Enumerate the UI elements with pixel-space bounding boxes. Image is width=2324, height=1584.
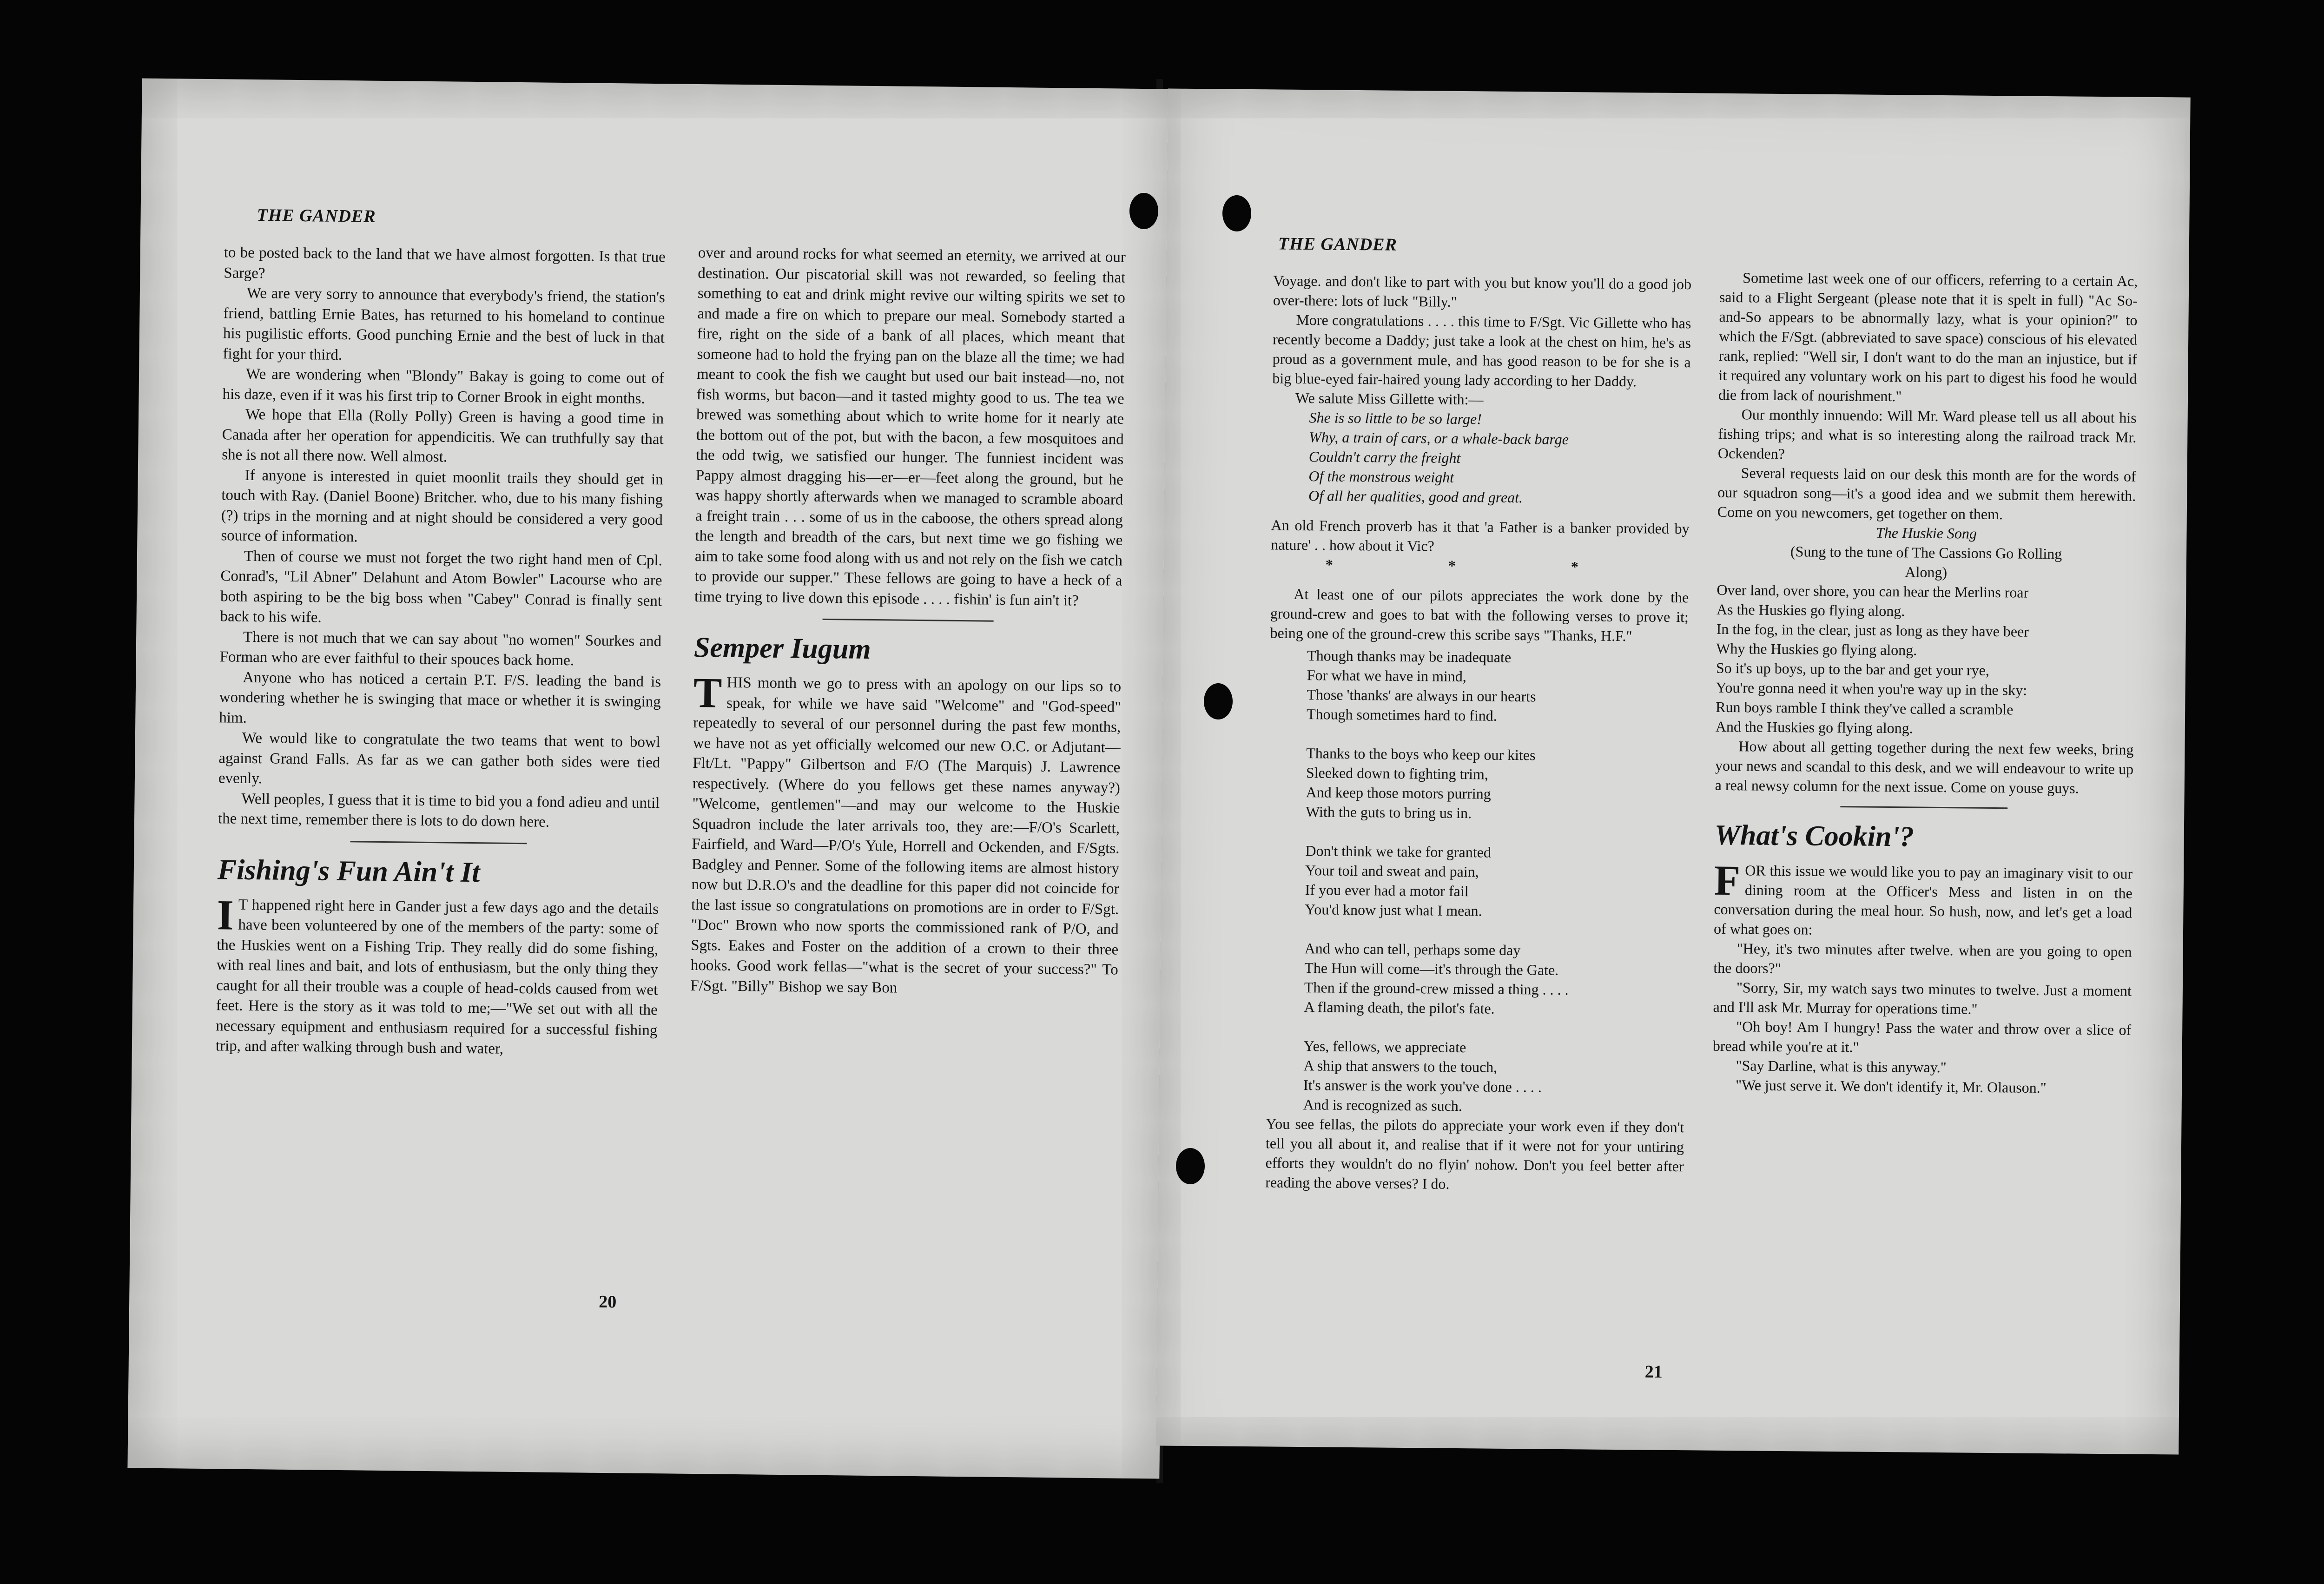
paragraph: If anyone is interested in quiet moonlit trails they should get in touch with Ray. (Daniel Boone) Britcher. who, due to his many fishing (?) trips in the morning and at night should be considered a very good source of information.	[221, 467, 663, 546]
paragraph: to be posted back to the land that we have almost forgotten. Is that true Sarge?	[224, 244, 666, 282]
article-body-fishing-continued: over and around rocks for what seemed an eternity, we arrived at our destination. Our piscatorial skill was not rewarded, so feeling that something to eat and drink might revive our wilting spirits we set to and made a fire on which to prepare our meal. Somebody started a fire, right on the side of a bank of all places, which meant that someone had to hold the frying pan on the blaze all the time; we had meant to cook the fish we caught but used our bait instead—no, not fish worms, but bacon—and it tasted mighty good to us. The tea we brewed was something about which to write home for it nearly ate the bottom out of the pot, but with the bacon, a few mosquitoes and the odd twig, we satisfied our hunger. The funniest incident was Pappy almost dragging his—er—er—feet along the ground, but he was happy shortly afterwards when we managed to scramble aboard a freight train . . . some of us in the caboose, the others spread along the length and breadth of the cars, but next time we go fishing we aim to take some food along with us and not rely on the fish we catch to provide our supper." These fellows are going to have a heck of a time trying to live down this episode . . . . fishin' is fun ain't it?	[694, 244, 1126, 609]
section-divider	[1840, 806, 2007, 809]
paragraph: We are wondering when "Blondy" Bakay is going to come out of his daze, even if it was his first trip to Corner Brook in eight months.	[222, 365, 665, 407]
poem-line: Your toil and sweat and pain,	[1305, 862, 1479, 880]
article-body-fishing: T happened right here in Gander just a few days ago and the details have been volunteered by one of the members of the party: some of the Huskies went on a Fishing Trip. They really did do some fishing, with real lines and bait, and lots of enthusiasm, but the only thing they caught for all their trouble was a couple of head-colds caused from wet feet. Here is the story as it was told to me;—"We set out with all the necessary equipment and enthusiasm required for a successful fishing trip, and after walking through bush and water,	[215, 896, 659, 1057]
song-line: So it's up boys, up to the bar and get your rye,	[1716, 659, 1989, 679]
poem-line: And who can tell, perhaps some day	[1304, 940, 1521, 959]
drop-cap: T	[693, 668, 722, 717]
section-divider	[350, 841, 527, 844]
salute-line: We salute Miss Gillette with:—	[1295, 389, 1484, 408]
paragraph: An old French proverb has it that 'a Father is a banker provided by nature' . . how about it Vic?	[1271, 516, 1690, 554]
dialog-line: "Say Darline, what is this anyway."	[1736, 1057, 1947, 1076]
dialog-line: "Sorry, Sir, my watch says two minutes to twelve. Just a moment and I'll ask Mr. Murray for operations time."	[1713, 979, 2132, 1017]
poem-line: Thanks to the boys who keep our kites	[1306, 745, 1536, 764]
verse-line: Of all her qualities, good and great.	[1308, 487, 1523, 506]
punch-hole	[1129, 193, 1158, 229]
poem-line: And is recognized as such.	[1303, 1096, 1462, 1115]
page-number: 21	[1644, 1362, 1663, 1382]
poem-line: Though sometimes hard to find.	[1306, 706, 1497, 724]
left-column-1	[216, 243, 666, 1061]
left-column-2	[690, 243, 1126, 1001]
punch-hole	[1204, 683, 1233, 719]
paragraph: Then of course we must not forget the two right hand men of Cpl. Conrad's, "Lil Abner" Delahunt and Atom Bowler" Lacourse who are both aspiring to be the big boss when "Cabey" Conrad is finally sent back to his wife.	[220, 548, 663, 626]
paragraph: There is not much that we can say about "no women" Sourkes and Forman who are ever faithful to their spouces back home.	[219, 628, 662, 669]
song-title: The Huskie Song	[1875, 524, 1977, 542]
paragraph: We would like to congratulate the two teams that went to bowl against Grand Falls. As far as we can gather both sides were tied evenly.	[218, 729, 661, 787]
section-divider	[823, 619, 994, 622]
dialog-line: "We just serve it. We don't identify it, Mr. Olauson."	[1735, 1076, 2047, 1096]
running-head: THE GANDER	[257, 205, 376, 226]
poem-line: With the guts to bring us in.	[1306, 803, 1472, 822]
poem-line: And keep those motors purring	[1306, 784, 1491, 802]
paragraph: We hope that Ella (Rolly Polly) Green is having a good time in Canada after her operation for appendicitis. We can truthfully say that she is not all there now. Well almost.	[222, 406, 664, 466]
running-head: THE GANDER	[1278, 234, 1398, 255]
poem-line: It's answer is the work you've done . . . .	[1303, 1076, 1542, 1096]
poem-line: If you ever had a motor fail	[1305, 881, 1469, 900]
paragraph: Sometime last week one of our officers, referring to a certain Ac, said to a Flight Sergeant (please note that it is spelt in full) "Ac So-and-So appears to be abnormally lazy, what is your opinion?" to which the F/Sgt. (abbreviated to save space) conscious of his elevated rank, replied: "Well sir, I don't want to do the man an injustice, but if it required any voluntary work on his part to digest his food he would die from lack of nourishment."	[1718, 269, 2138, 405]
paragraph: How about all getting together during the next few weeks, bring your news and scandal to this desk, and we will endeavour to write up a real newsy column for the next issue. Come on youse guys.	[1715, 738, 2134, 797]
verse-line: Of the monstrous weight	[1308, 468, 1454, 486]
verse-line: Why, a train of cars, or a whale-back barge	[1309, 429, 1569, 448]
verse-line: She is so little to be so large!	[1309, 409, 1482, 428]
paragraph: More congratulations . . . . this time to F/Sgt. Vic Gillette who has recently become a Daddy; just take a look at the chest on him, he's as proud as a government mule, and has good reason to be for she is a big blue-eyed fair-haired young lady according to her Daddy.	[1272, 311, 1691, 390]
paragraph: We are very sorry to announce that everybody's friend, the station's friend, battling Ernie Bates, has returned to his homeland to continue his pugilistic efforts. Good punching Ernie and the best of luck in that fight for your third.	[223, 284, 666, 363]
article-title-semper-iugum: Semper Iugum	[693, 631, 871, 665]
poem-line: Sleeked down to fighting trim,	[1306, 764, 1489, 783]
poem-stanza	[1268, 840, 1686, 922]
poem-stanza	[1268, 743, 1687, 825]
drop-cap: I	[217, 891, 234, 939]
song-line: Run boys ramble I think they've called a scramble	[1716, 698, 2014, 718]
dialog-line: "Oh boy! Am I hungry! Pass the water and throw over a slice of bread while you're at it."	[1712, 1018, 2132, 1056]
paragraph: Anyone who has noticed a certain P.T. F/S. leading the band is wondering whether he is swinging that mace or whether it is swinging him.	[219, 669, 661, 726]
song-tune: (Sung to the tune of The Cassions Go Rolling Along)	[1790, 543, 2062, 581]
punch-hole	[1176, 1148, 1205, 1184]
section-stars: * * *	[1325, 556, 1634, 576]
punch-hole	[1222, 195, 1251, 231]
song-line: And the Huskies go flying along.	[1715, 718, 1913, 737]
poem-line: A flaming death, the pilot's fate.	[1304, 998, 1495, 1017]
poem-line: Then if the ground-crew missed a thing . . . .	[1304, 979, 1569, 998]
article-title-fishing: Fishing's Fun Ain't It	[217, 853, 480, 888]
poem-line: Though thanks may be inadequate	[1307, 647, 1512, 666]
poem-line: Don't think we take for granted	[1305, 842, 1492, 861]
paragraph: Our monthly innuendo: Will Mr. Ward please tell us all about his fishing trips; and what is so interesting along the railroad track Mr. Ockenden?	[1717, 406, 2137, 462]
poem-line: You'd know just what I mean.	[1305, 901, 1482, 919]
paragraph: Voyage. and don't like to part with you but know you'll do a good job over-there: lots of luck "Billy."	[1273, 272, 1692, 310]
song-line: Why the Huskies go flying along.	[1716, 640, 1917, 659]
dialog-line: "Hey, it's two minutes after twelve. when are you going to open the doors?"	[1713, 940, 2132, 977]
left-page	[127, 78, 1174, 1478]
right-column-2	[1712, 268, 2138, 1098]
poem-line: A ship that answers to the touch,	[1303, 1057, 1498, 1076]
poem-stanza	[1266, 1036, 1685, 1117]
song-line: You're gonna need it when you're way up in the sky:	[1716, 679, 2027, 699]
song-line: As the Huskies go flying along.	[1716, 601, 1905, 620]
article-title-whats-cookin: What's Cookin'?	[1714, 819, 1915, 853]
right-page	[1156, 88, 2190, 1454]
paragraph: Well peoples, I guess that it is time to bid you a fond adieu and until the next time, remember there is lots to do down here.	[218, 790, 660, 831]
paragraph: You see fellas, the pilots do appreciate your work even if they don't tell you all about it, and realise that if it were not for your untiring efforts they wouldn't do no flyin' nohow. Don't you feel better after reading the above verses? I do.	[1265, 1115, 1684, 1192]
verse-line: Couldn't carry the freight	[1308, 448, 1461, 466]
song-line: Over land, over shore, you can hear the Merlins roar	[1717, 581, 2029, 601]
poem-stanza	[1267, 938, 1685, 1020]
poem-line: Yes, fellows, we appreciate	[1303, 1037, 1466, 1056]
article-body-whats-cookin: OR this issue we would like you to pay an imaginary visit to our dining room at the Officer's Mess and listen in on the conversation during the meal hour. So hush, now, and let's get a load of what goes on:	[1713, 862, 2133, 938]
poem-line: For what we have in mind,	[1307, 667, 1466, 685]
paragraph: Several requests laid on our desk this month are for the words of our squadron song—it's a good idea and we submit them herewith. Come on you newcomers, get together on them.	[1717, 464, 2136, 523]
paragraph: At least one of our pilots appreciates the work done by the ground-crew and goes to bat with the following verses to prove it; being one of the ground-crew this scribe says "Thanks, H.F."	[1270, 585, 1689, 645]
poem-line: Those 'thanks' are always in our hearts	[1307, 686, 1536, 705]
page-number: 20	[598, 1292, 617, 1312]
right-column-1	[1265, 271, 1691, 1195]
drop-cap: F	[1714, 856, 1741, 904]
poem-stanza	[1269, 645, 1688, 727]
song-line: In the fog, in the clear, just as long as they have beer	[1716, 620, 2029, 640]
poem-line: The Hun will come—it's through the Gate.	[1304, 959, 1559, 978]
article-body-semper-iugum: HIS month we go to press with an apology on our lips so to speak, for while we have said "Welcome" and "God-speed" repeatedly to several of our personnel during the past few months, we have not as yet officially welcomed our new O.C. or Adjutant—Flt/Lt. "Pappy" Gilbertson and F/O (The Marquis) J. Lawrence respectively. (Where do you fellows get these names anyway?) "Welcome, gentlemen"—and may our welcome to the Huskie Squadron include the later arrivals too, they are:—F/O's Scarlett, Fairfield, and Ward—P/O's Yule, Horrell and Ockenden, and F/Sgts. Badgley and Penner. Some of the following items are almost history now but D.R.O's and the deadline for this paper did not coincide for the last issue so congratulations on promotions are in order to F/Sgt. "Doc" Brown who now sports the commissioned rank of P/O, and Sgts. Eakes and Foster on the addition of a crown to their three hooks. Good work fellas—"what is the secret of your success?" To F/Sgt. "Billy" Bishop we say Bon	[690, 674, 1122, 997]
